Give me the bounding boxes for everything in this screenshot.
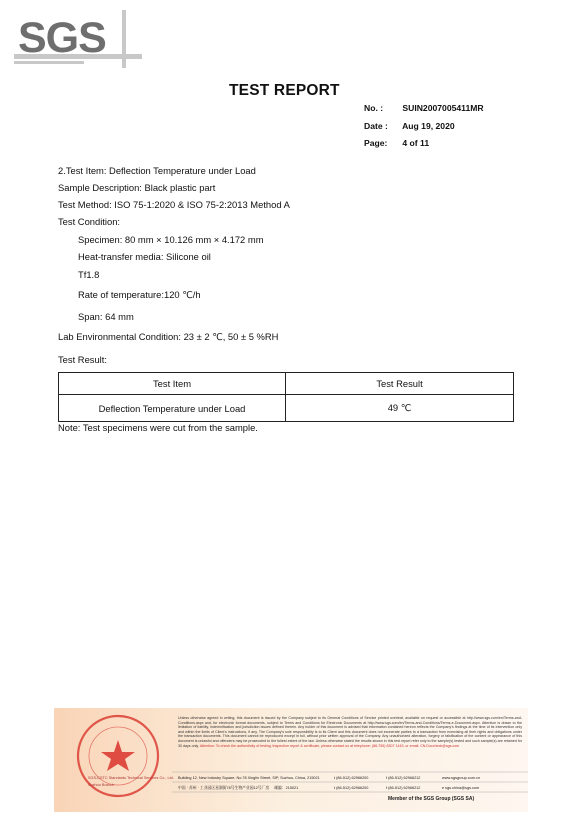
table-header-cell: Test Item — [59, 373, 286, 395]
report-title: TEST REPORT — [229, 82, 340, 99]
table-cell: 49 ℃ — [286, 395, 514, 422]
phone-number: t (86-512) 62966200 — [334, 776, 369, 780]
company-stamp — [64, 712, 172, 800]
report-date-label: Date : — [364, 121, 388, 131]
svg-text:SGS: SGS — [18, 14, 106, 62]
website: www.sgsgroup.com.cn — [442, 776, 480, 780]
fax-number: f (86-512) 62966212 — [386, 776, 421, 780]
report-number-value: SUIN2007005411MR — [402, 103, 484, 113]
rate-line: Rate of temperature:120 ℃/h — [78, 289, 201, 300]
test-item-line: 2.Test Item: Deflection Temperature under Load — [58, 165, 256, 176]
test-method-line: Test Method: ISO 75-1:2020 & ISO 75-2:2013 Method A — [58, 199, 290, 210]
report-date-value: Aug 19, 2020 — [402, 121, 455, 131]
result-table — [58, 372, 514, 422]
table-header-row — [59, 373, 514, 395]
table-row — [59, 395, 514, 422]
legal-disclaimer — [178, 716, 522, 748]
report-page — [364, 138, 429, 148]
note-line: Note: Test specimens were cut from the sample. — [58, 422, 258, 433]
span-line: Span: 64 mm — [78, 311, 134, 322]
report-page-value: 4 of 11 — [402, 138, 430, 148]
address-en: Building 12, New Industry Square, No.78 Xinglin Street, SIP, Suzhou, China, 215021 — [178, 776, 320, 780]
lab-condition-line: Lab Environmental Condition: 23 ± 2 ℃, 50 ± 5 %RH — [58, 331, 279, 342]
email: e sgs.china@sgs.com — [442, 786, 480, 790]
table-cell: Deflection Temperature under Load — [59, 395, 286, 422]
fax-number: f (86-512) 62966212 — [386, 786, 421, 790]
test-condition-line: Test Condition: — [58, 216, 121, 227]
report-date — [364, 121, 455, 131]
address-cn-text: 中国 · 苏州 · 工业园区星湖街78号生物产业园12号厂房 — [178, 786, 270, 790]
stamp-company: SGS-CSTC Standards Technical Services Co., Ltd. — [88, 776, 174, 780]
report-number-label: No. : — [364, 103, 384, 113]
sample-description-line: Sample Description: Black plastic part — [58, 182, 216, 193]
heat-media-line: Heat-transfer media: Silicone oil — [78, 251, 211, 262]
report-number — [364, 103, 484, 113]
postcode-cn: 邮编：215021 — [274, 786, 299, 790]
member-statement: Member of the SGS Group (SGS SA) — [388, 796, 475, 802]
phone-number: t (86-512) 62966200 — [334, 786, 369, 790]
test-result-label: Test Result: — [58, 354, 107, 365]
address-cn — [178, 786, 298, 791]
table-header-cell: Test Result — [286, 373, 514, 395]
stamp-suzhou: Suzhou Branch — [88, 783, 114, 787]
tf-line: Tf1.8 — [78, 269, 100, 280]
report-page-label: Page: — [364, 138, 388, 148]
sgs-logo — [14, 10, 142, 68]
specimen-line: Specimen: 80 mm × 10.126 mm × 4.172 mm — [78, 234, 264, 245]
disclaimer-text: Unless otherwise agreed in writing, this document is issued by the Company subject to its General Conditions of Service printed overleaf, available on request or accessible at http://www.sgs.com/en/Terms-and-Conditions.aspx and, for electronic format documents, subject to Terms and Conditions for Electronic Documents at http://www.sgs.com/en/Terms-and-Conditions/Terms-e-Document.aspx. Attention is drawn to the limitation of liability, indemnification and jurisdiction issues defined therein. Any holder of this document is advised that information contained hereon reflects the Company's findings at the time of its intervention only and within the limits of Client's instructions, if any. The Company's sole responsibility is to its Client and this document does not exonerate parties to a transaction from exercising all their rights and obligations under the transaction documents. This document cannot be reproduced except in full, without prior written approval of the Company. Any unauthorized alteration, forgery or falsification of the content or appearance of this document is unlawful and offenders may be prosecuted to the fullest extent of the law. Unless otherwise stated the results shown in this test report refer only to the sample(s) tested and such sample(s) are retained for 30 days only. — [178, 716, 522, 748]
authenticity-notice: Attention: To check the authenticity of testing /inspection report & certificate, please contact us at telephone: (86-755) 8307 1443, or email: CN.Doccheck@sgs.com — [199, 743, 460, 748]
